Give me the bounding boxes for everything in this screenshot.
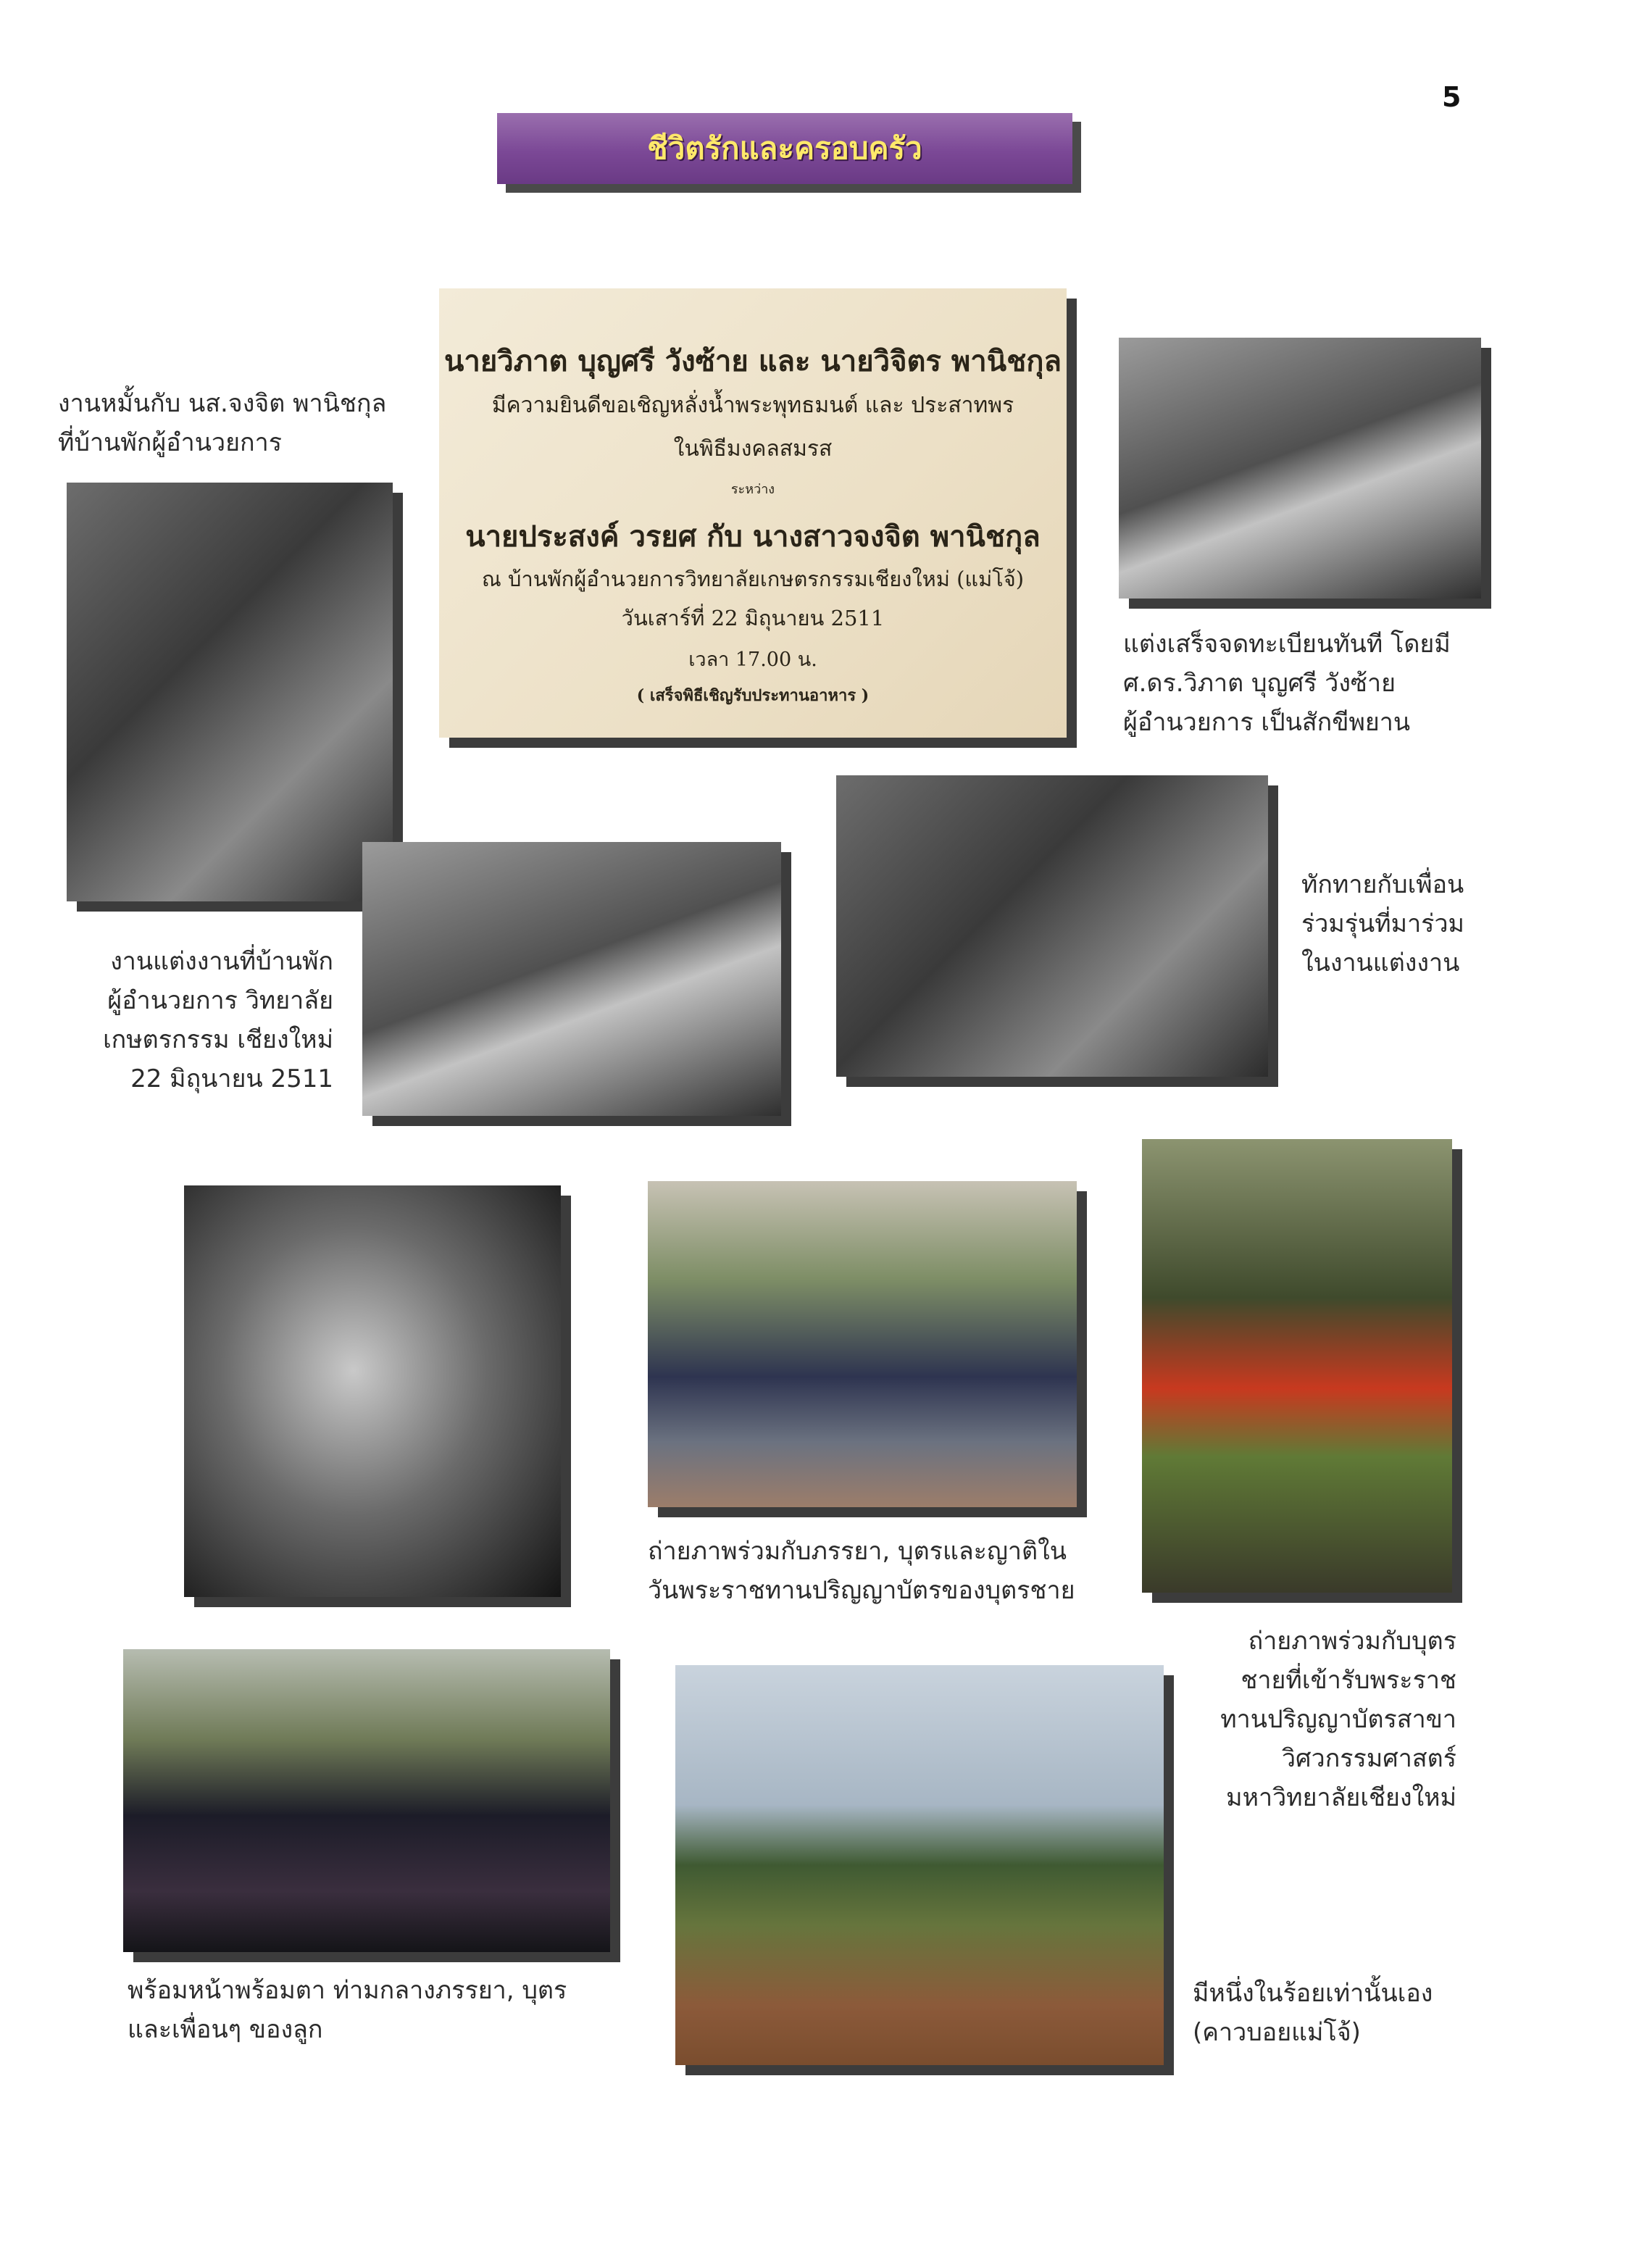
registration-photo — [1119, 338, 1481, 599]
couple-portrait-photo — [184, 1185, 561, 1597]
engagement-photo — [67, 483, 393, 901]
caption-engagement: งานหมั้นกับ นส.จงจิต พานิชกุล ที่บ้านพักผู้อำนวยการ — [58, 389, 387, 457]
son-graduation-photo — [1142, 1139, 1452, 1593]
invitation-invite-text: มีความยินดีขอเชิญหลั่งน้ำพระพุทธมนต์ และ ประสาทพร — [491, 393, 1014, 418]
group-graduation-photo — [123, 1649, 610, 1952]
invitation-venue: ณ บ้านพักผู้อำนวยการวิทยาลัยเกษตรกรรมเชียงใหม่ (แม่โจ้) — [481, 567, 1025, 591]
caption-family-graduation: ถ่ายภาพร่วมกับภรรยา, บุตรและญาติใน วันพระราชทานปริญญาบัตรของบุตรชาย — [648, 1537, 1075, 1605]
invitation-between: ระหว่าง — [730, 482, 775, 497]
wedding-invitation-card — [439, 288, 1067, 738]
section-title: ชีวิตรักและครอบครัว — [647, 130, 922, 166]
caption-son-graduation: ถ่ายภาพร่วมกับบุตร ชายที่เข้ารับพระราช ทานปริญญาบัตรสาขา วิศวกรรมศาสตร์ มหาวิทยาลัยเชียงใหม่ — [1220, 1627, 1456, 1812]
invitation-couple: นายประสงค์ วรยศ กับ นางสาวจงจิต พานิชกุล — [465, 520, 1041, 554]
wedding-ceremony-photo — [362, 842, 781, 1116]
invitation-time: เวลา 17.00 น. — [688, 649, 817, 671]
invitation-date: วันเสาร์ที่ 22 มิถุนายน 2511 — [621, 606, 885, 630]
caption-registration: แต่งเสร็จจดทะเบียนทันที โดยมี ศ.ดร.วิภาต บุญศรี วังซ้าย ผู้อำนวยการ เป็นสักขีพยาน — [1123, 630, 1451, 737]
caption-greeting: ทักทายกับเพื่อน ร่วมรุ่นที่มาร่วม ในงานแต่งงาน — [1301, 870, 1464, 977]
invitation-reception: ( เสร็จพิธีเชิญรับประทานอาหาร ) — [636, 686, 870, 705]
family-graduation-photo — [648, 1181, 1077, 1507]
cowboy-photo — [675, 1665, 1164, 2065]
invitation-hosts: นายวิภาต บุญศรี วังซ้าย และ นายวิจิตร พานิชกุล — [444, 344, 1062, 378]
page-number: 5 — [1442, 81, 1462, 113]
caption-wedding: งานแต่งงานที่บ้านพัก ผู้อำนวยการ วิทยาลัย เกษตรกรรม เชียงใหม่ 22 มิถุนายน 2511 — [103, 947, 333, 1093]
caption-together: พร้อมหน้าพร้อมตา ท่ามกลางภรรยา, บุตร และเพื่อนๆ ของลูก — [128, 1976, 567, 2044]
invitation-ceremony: ในพิธีมงคลสมรส — [673, 436, 833, 462]
greeting-friends-photo — [836, 775, 1268, 1077]
section-title-banner — [497, 113, 1072, 184]
caption-cowboy: มีหนึ่งในร้อยเท่านั้นเอง (คาวบอยแม่โจ้) — [1193, 1979, 1433, 2047]
